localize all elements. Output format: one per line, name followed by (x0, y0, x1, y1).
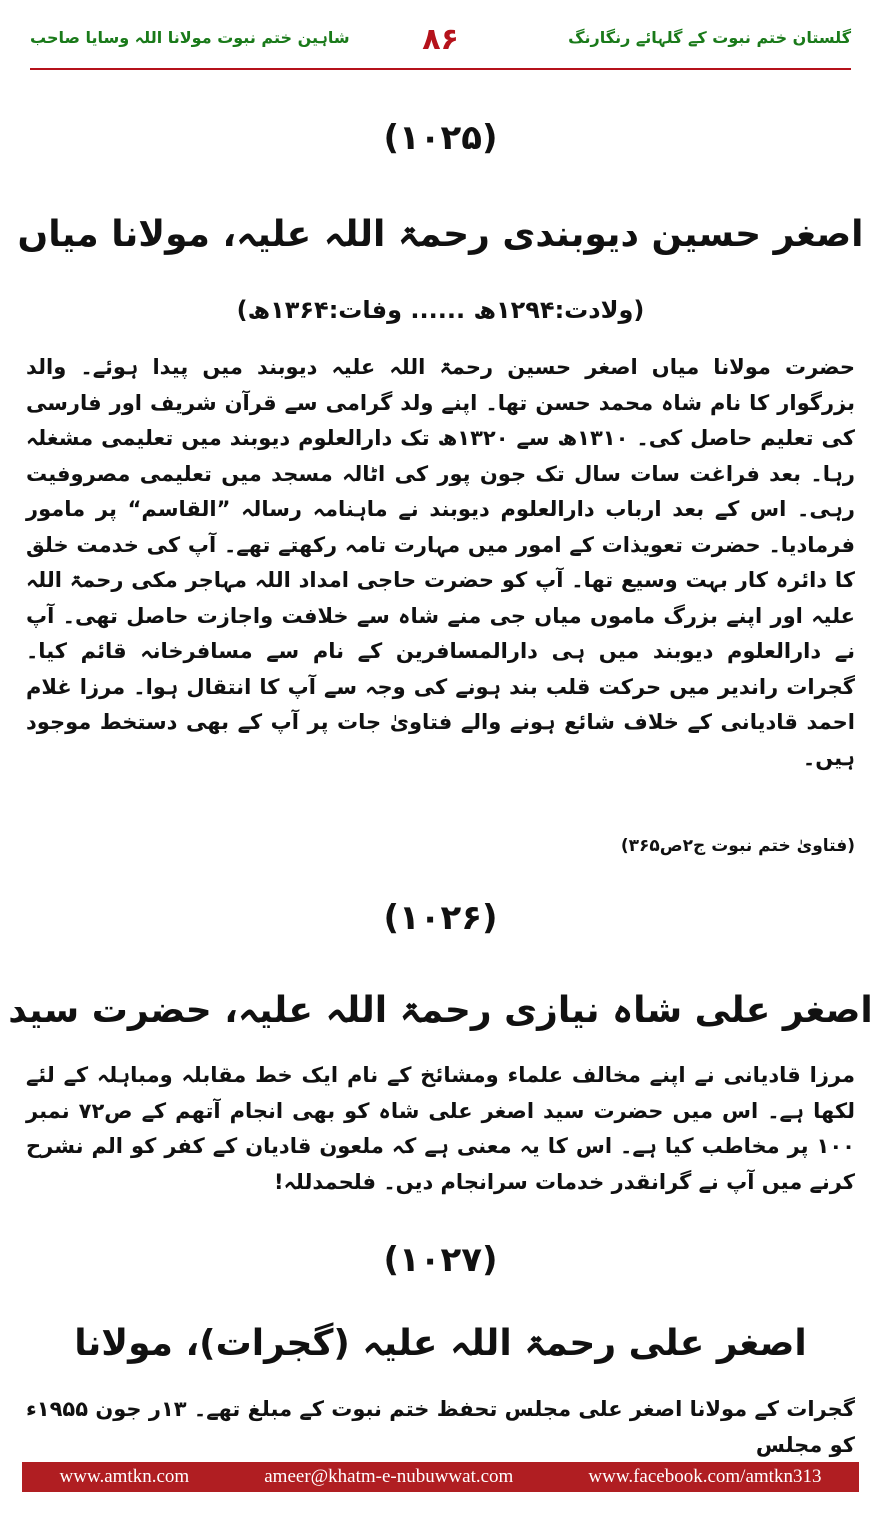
section-number-1025: (۱۰۲۵) (383, 118, 498, 158)
section-body-1027: گجرات کے مولانا اصغر علی مجلس تحفظ ختم نبوت کے مبلغ تھے۔ ۱۳ر جون ۱۹۵۵ء کو مجلس (26, 1397, 855, 1457)
section-body-1026: مرزا قادیانی نے اپنے مخالف علماء ومشائخ کے نام ایک خط مقابلہ ومباہلہ کے لئے لکھا ہے۔ اس میں حضرت سید اصغر علی شاہ کو بھی انجام آتھم کے ص۷۲ نمبر ۱۰۰ پر مخاطب کیا ہے۔ اس کا یہ معنی ہے کہ ملعون قادیان کے کفر کو الم نشرح کرنے میں آپ نے گرانقدر خدمات سرانجام دیں۔ فلحمدللہ! (26, 1063, 855, 1194)
page-number: ۸۶ (422, 22, 459, 57)
book-title: گلستان ختم نبوت کے گلہائے رنگارنگ (568, 28, 851, 47)
email-link[interactable]: ameer@khatm-e-nubuwwat.com (264, 1466, 514, 1487)
page-header (30, 22, 851, 72)
website-link[interactable]: www.amtkn.com (59, 1466, 190, 1487)
section-title-1027: اصغر علی رحمۃ اللہ علیہ (گجرات)، مولانا (74, 1323, 807, 1364)
section-number-1026: (۱۰۲۶) (383, 898, 498, 938)
header-divider (30, 68, 851, 70)
section-reference-1025: (فتاویٰ ختم نبوت ج۲ص۳۶۵) (620, 836, 855, 856)
section-title-1025: اصغر حسین دیوبندی رحمۃ اللہ علیہ، مولانا میاں (17, 214, 864, 255)
author-title: شاہین ختم نبوت مولانا اللہ وسایا صاحب (30, 28, 350, 47)
page-footer (22, 1462, 859, 1492)
section-body-1025: حضرت مولانا میاں اصغر حسین رحمۃ اللہ علیہ دیوبند میں پیدا ہوئے۔ والد بزرگوار کا نام شاہ محمد حسن تھا۔ اپنے ولد گرامی سے قرآن شریف اور فارسی کی تعلیم حاصل کی۔ ۱۳۱۰ھ سے ۱۳۲۰ھ تک دارالعلوم دیوبند میں تعلیمی مشغلہ رہا۔ بعد فراغت سات سال تک جون پور کی اٹالہ مسجد میں تعلیمی مصروفیت رہی۔ اس کے بعد ارباب دارالعلوم دیوبند نے ماہنامہ رسالہ ”القاسم“ پر مامور فرمادیا۔ حضرت تعویذات کے امور میں مہارت تامہ رکھتے تھے۔ آپ کی خدمت خلق کا دائرہ کار بہت وسیع تھا۔ آپ کو حضرت حاجی امداد اللہ مہاجر مکی رحمۃ اللہ علیہ اور اپنے بزرگ ماموں میاں جی منے شاہ سے خلافت واجازت حاصل تھی۔ آپ نے دارالعلوم دیوبند میں ہی دارالمسافرین کے نام سے مسافرخانہ قائم کیا۔ گجرات راندیر میں حرکت قلب بند ہونے کی وجہ سے آپ کا انتقال ہوا۔ مرزا غلام احمد قادیانی کے خلاف شائع ہونے والے فتاویٰ جات پر آپ کے بھی دستخط موجود ہیں۔ (26, 355, 855, 770)
facebook-link[interactable]: www.facebook.com/amtkn313 (588, 1466, 822, 1487)
section-title-1026: اصغر علی شاہ نیازی رحمۃ اللہ علیہ، حضرت سید (8, 990, 873, 1031)
section-dates-1025: (ولادت:۱۲۹۴ھ ...... وفات:۱۳۶۴ھ) (236, 296, 645, 324)
section-number-1027: (۱۰۲۷) (383, 1240, 498, 1280)
